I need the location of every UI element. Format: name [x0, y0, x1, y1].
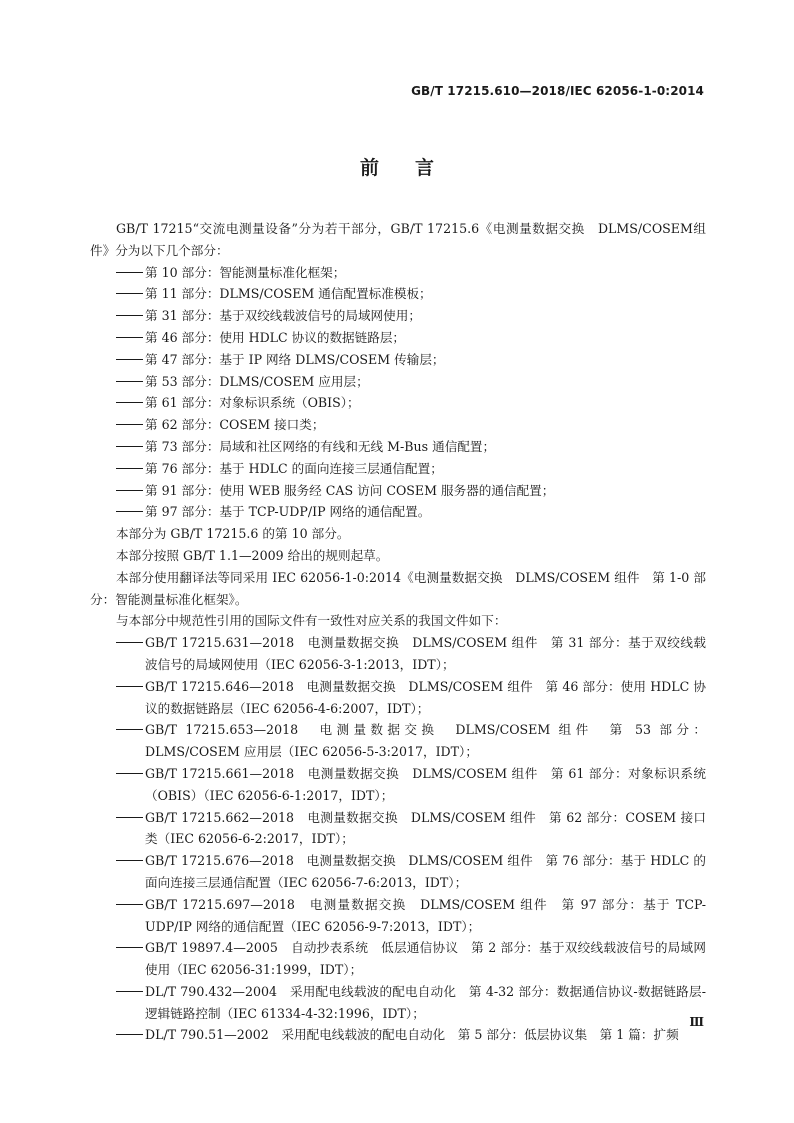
page-number: Ⅲ — [689, 1015, 704, 1029]
list-item: 第 47 部分：基于 IP 网络 DLMS/COSEM 传输层； — [90, 349, 706, 371]
dash-mark — [116, 850, 145, 872]
dash-mark — [116, 981, 145, 1003]
dash-mark — [116, 305, 145, 327]
dash-mark — [116, 458, 145, 480]
dash-mark — [116, 632, 145, 654]
paragraph-part-number: 本部分为 GB/T 17215.6 的第 10 部分。 — [116, 526, 350, 542]
dash-mark — [116, 719, 145, 741]
dash-mark — [116, 894, 145, 916]
reference-item: GB/T 17215.646—2018 电测量数据交换 DLMS/COSEM 组件 第 46 部分：使用 HDLC 协议的数据链路层（IEC 62056-4-6:2007，IDT）； — [90, 676, 706, 720]
list-item: 第 31 部分：基于双绞线载波信号的局域网使用； — [90, 305, 706, 327]
list-item: 第 73 部分：局域和社区网络的有线和无线 M-Bus 通信配置； — [90, 436, 706, 458]
reference-item: DL/T 790.51—2002 采用配电线载波的配电自动化 第 5 部分：低层协议集 第 1 篇：扩频 — [90, 1024, 706, 1046]
paragraph-references-intro: 与本部分中规范性引用的国际文件有一致性对应关系的我国文件如下： — [116, 613, 507, 629]
dash-mark — [116, 349, 145, 371]
intro-paragraph: GB/T 17215“交流电测量设备”分为若干部分，GB/T 17215.6《电测量数据交换 DLMS/COSEM组件》分为以下几个部分： — [90, 221, 706, 258]
paragraph-adoption: 本部分使用翻译法等同采用 IEC 62056-1-0:2014《电测量数据交换 DLMS/COSEM 组件 第 1-0 部分：智能测量标准化框架》。 — [90, 569, 706, 607]
reference-item: GB/T 17215.697—2018 电测量数据交换 DLMS/COSEM 组件 第 97 部分：基于 TCP-UDP/IP 网络的通信配置（IEC 62056-9-7:2013，IDT）； — [90, 894, 706, 938]
reference-item: GB/T 19897.4—2005 自动抄表系统 低层通信协议 第 2 部分：基于双绞线载波信号的局域网使用（IEC 62056-31:1999，IDT）； — [90, 937, 706, 981]
dash-mark — [116, 283, 145, 305]
list-item: 第 53 部分：DLMS/COSEM 应用层； — [90, 371, 706, 393]
dash-mark — [116, 436, 145, 458]
list-item: 第 76 部分：基于 HDLC 的面向连接三层通信配置； — [90, 458, 706, 480]
list-item: 第 46 部分：使用 HDLC 协议的数据链路层； — [90, 327, 706, 349]
list-item: 第 11 部分：DLMS/COSEM 通信配置标准模板； — [90, 283, 706, 305]
dash-mark — [116, 763, 145, 785]
reference-item: GB/T 17215.661—2018 电测量数据交换 DLMS/COSEM 组件 第 61 部分：对象标识系统（OBIS）（IEC 62056-6-1:2017，IDT）； — [90, 763, 706, 807]
dash-mark — [116, 262, 145, 284]
parts-list — [90, 262, 706, 524]
dash-mark — [116, 392, 145, 414]
list-item: 第 97 部分：基于 TCP-UDP/IP 网络的通信配置。 — [90, 501, 706, 523]
list-item: 第 62 部分：COSEM 接口类； — [90, 414, 706, 436]
reference-item: DL/T 790.432—2004 采用配电线载波的配电自动化 第 4-32 部分：数据通信协议-数据链路层-逻辑链路控制（IEC 61334-4-32:1996，IDT）； — [90, 981, 706, 1025]
dash-mark — [116, 414, 145, 436]
list-item: 第 61 部分：对象标识系统（OBIS）； — [90, 392, 706, 414]
standard-code-header: GB/T 17215.610—2018/IEC 62056-1-0:2014 — [411, 84, 704, 98]
dash-mark — [116, 371, 145, 393]
list-item: 第 10 部分：智能测量标准化框架； — [90, 262, 706, 284]
reference-item: GB/T 17215.662—2018 电测量数据交换 DLMS/COSEM 组件 第 62 部分：COSEM 接口类（IEC 62056-6-2:2017，IDT）； — [90, 807, 706, 851]
dash-mark — [116, 501, 145, 523]
dash-mark — [116, 327, 145, 349]
paragraph-drafting-rules: 本部分按照 GB/T 1.1—2009 给出的规则起草。 — [116, 547, 389, 563]
reference-item: GB/T 17215.631—2018 电测量数据交换 DLMS/COSEM 组件 第 31 部分：基于双绞线载波信号的局域网使用（IEC 62056-3-1:2013，IDT）； — [90, 632, 706, 676]
reference-item: GB/T 17215.676—2018 电测量数据交换 DLMS/COSEM 组件 第 76 部分：基于 HDLC 的面向连接三层通信配置（IEC 62056-7-6:2013，IDT）； — [90, 850, 706, 894]
document-body — [90, 218, 706, 1046]
list-item: 第 91 部分：使用 WEB 服务经 CAS 访问 COSEM 服务器的通信配置； — [90, 480, 706, 502]
reference-item: GB/T 17215.653—2018 电测量数据交换 DLMS/COSEM 组件 第 53 部分：DLMS/COSEM 应用层（IEC 62056-5-3:2017，IDT）； — [90, 719, 706, 763]
dash-mark — [116, 807, 145, 829]
dash-mark — [116, 480, 145, 502]
references-list — [90, 632, 706, 1046]
page-title: 前言 — [359, 157, 470, 179]
dash-mark — [116, 937, 145, 959]
dash-mark — [116, 1024, 145, 1046]
dash-mark — [116, 676, 145, 698]
